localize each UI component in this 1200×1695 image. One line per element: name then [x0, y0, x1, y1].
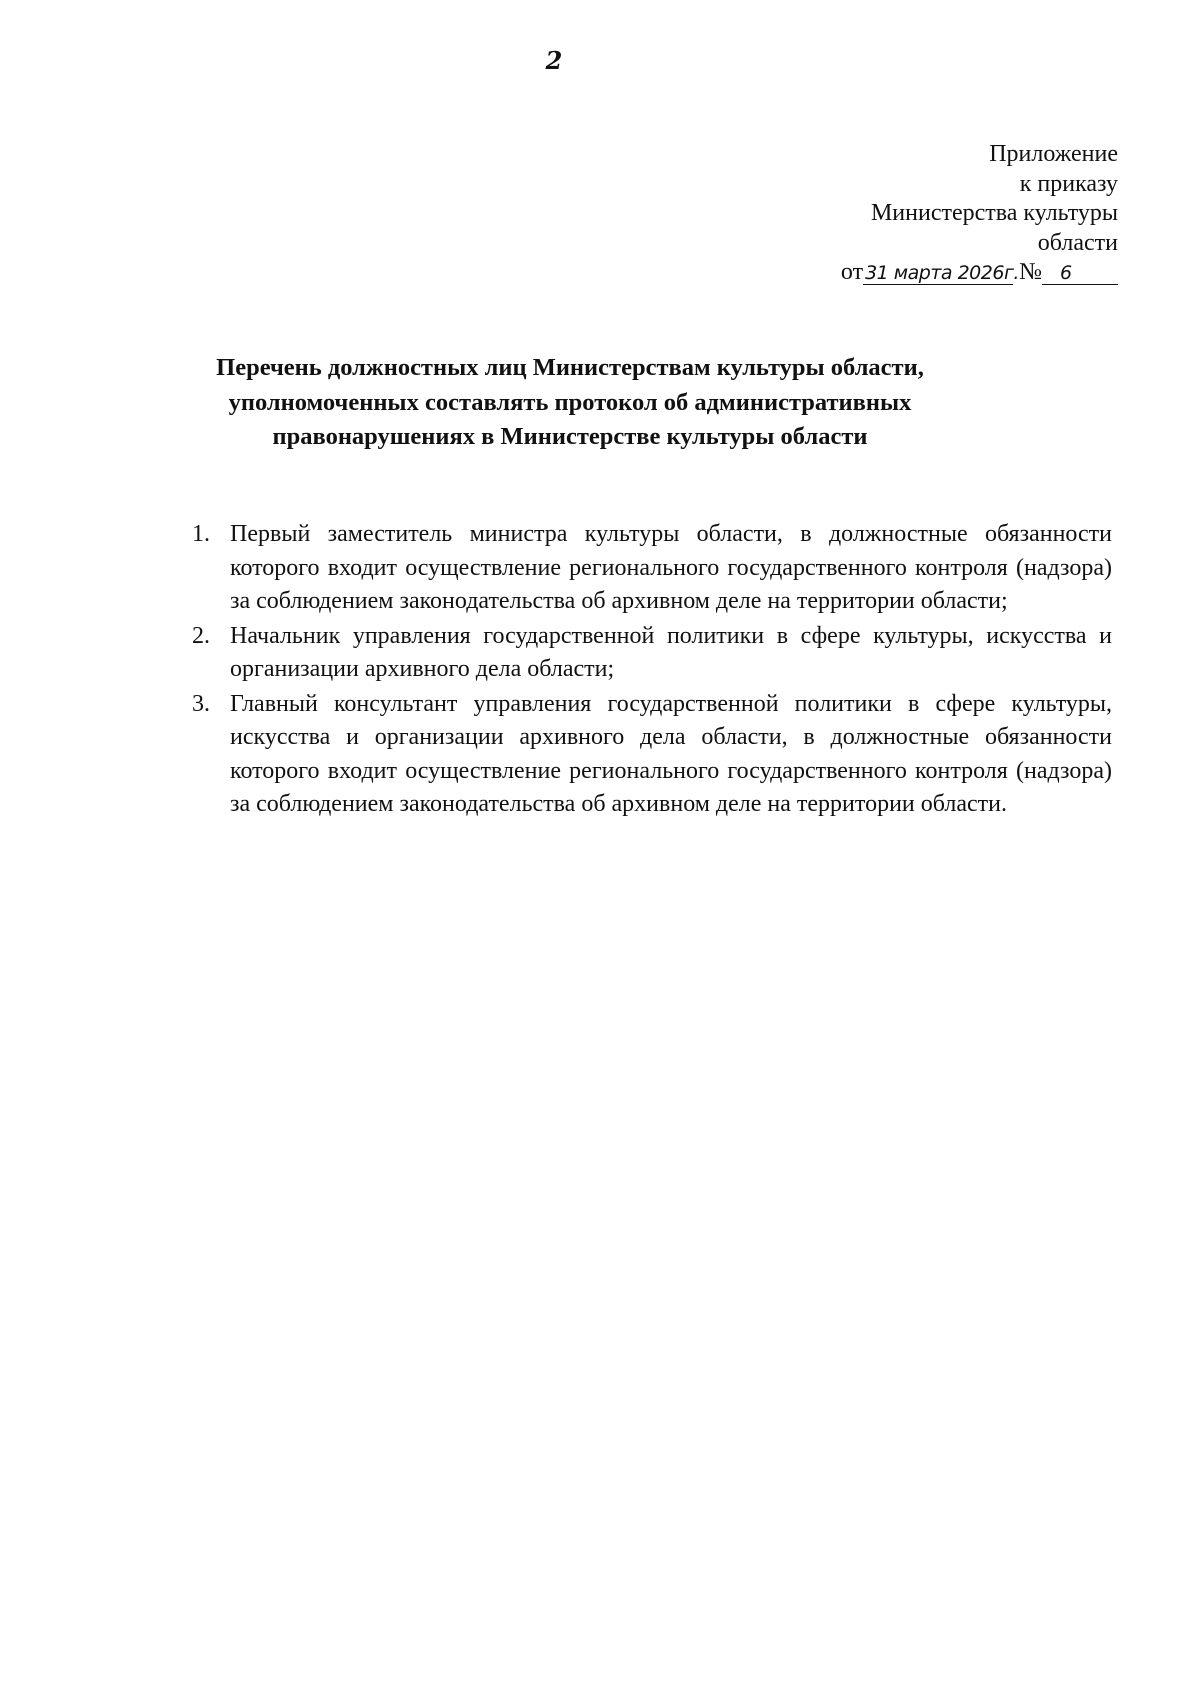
list-item [168, 688, 1112, 822]
list-item-text: Первый заместитель министра культуры области, в должностные обязанности которого входит осуществление регионального государственного контроля (надзора) за соблюдением законодательства об архивном деле на территории области; [230, 521, 1112, 614]
list-item [168, 518, 1112, 619]
page-number: 2 [545, 46, 563, 75]
list-item [168, 620, 1112, 687]
title-line: уполномоченных составлять протокол об административных [228, 388, 912, 416]
attachment-ministry: Министерства культуры [870, 200, 1118, 226]
attachment-to-order: к приказу [1019, 170, 1118, 197]
handwritten-date: 31 марта 2026г. [865, 262, 1019, 284]
handwritten-number: 6 [1042, 262, 1118, 285]
date-prefix: от [840, 259, 864, 285]
number-prefix: № [1019, 259, 1042, 285]
title-line: правонарушениях в Министерстве культуры области [272, 423, 868, 450]
attachment-region: области [1037, 229, 1118, 256]
list-item-number: 2. [192, 622, 210, 649]
order-date-number-line [698, 258, 1118, 288]
attachment-heading: Приложение [989, 141, 1118, 167]
title-line: Перечень должностных лиц Министерствам культуры области, [216, 354, 924, 381]
officials-list [168, 518, 1112, 823]
list-item-text: Главный консультант управления государственной политики в сфере культуры, искусства и организации архивного дела области, в должностные обязанности которого входит осуществление регионального государственного контроля (надзора) за соблюдением законодательства об архивном деле на территории области. [230, 690, 1112, 817]
list-item-number: 1. [192, 521, 210, 547]
document-title [170, 351, 970, 455]
attachment-block [698, 140, 1118, 288]
list-item-text: Начальник управления государственной политики в сфере культуры, искусства и организации архивного дела области; [230, 622, 1112, 682]
list-item-number: 3. [192, 690, 210, 717]
